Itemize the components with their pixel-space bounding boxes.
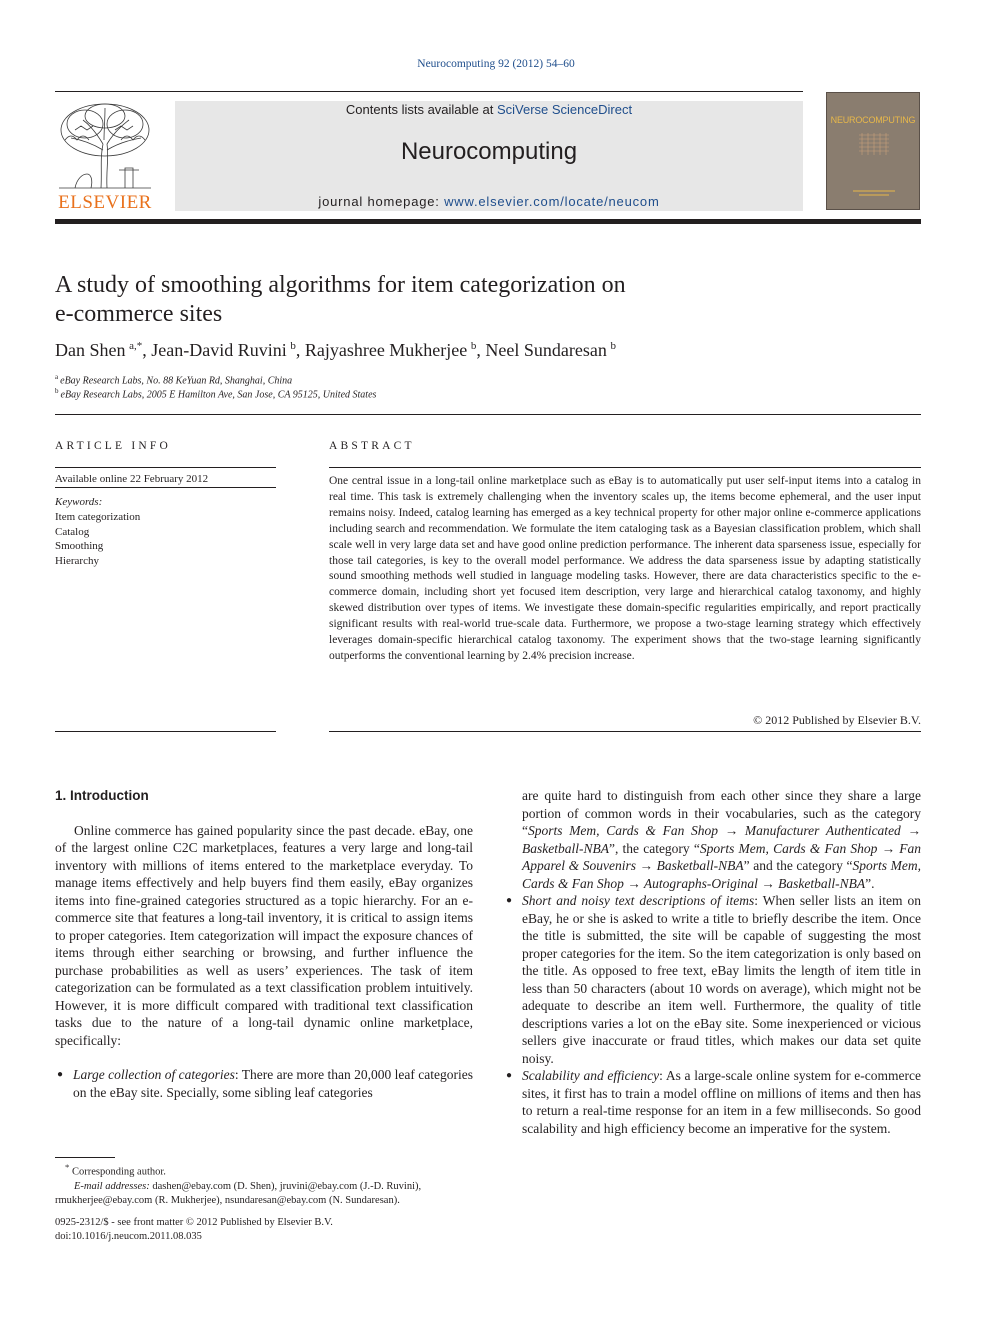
email-label: E-mail addresses:: [74, 1180, 150, 1192]
email-list-1[interactable]: dashen@ebay.com (D. Shen), jruvini@ebay.com (J.-D. Ruvini),: [149, 1180, 422, 1192]
keyword-list: [55, 510, 140, 568]
bullet-text: : As a large-scale online system for e-commerce sites, it first has to train a model offline on millions of items and then has to return a real-time response for an item in a few milliseconds. So good scalability and high efficiency become an imperative for the system.: [522, 1068, 921, 1136]
title-block-rule: [55, 414, 921, 415]
article-info-bottom-rule: [55, 731, 276, 732]
bullet-title: Large collection of categories: [73, 1067, 235, 1082]
author-separator: ,: [295, 340, 305, 360]
author-separator: ,: [476, 340, 486, 360]
header-top-rule: [55, 91, 803, 92]
corresponding-text: Corresponding author.: [69, 1166, 166, 1178]
bullet-scalability: [504, 1067, 921, 1137]
journal-name: Neurocomputing: [400, 138, 578, 165]
text-run: ” and the category “: [743, 858, 853, 873]
bullet-text: : When seller lists an item on eBay, he or she is asked to write a title to briefly describe the item. Once the title is submitted, the site will be capable of suggesting the most proper categories for the item. So the item categorization is only based on the title. As opposed to free text, eBay limits the length of item title in less than 50 characters (about 10 words on average), which might not be adequate to describe an item well. Furthermore, the quality of title descriptions varies a lot on the eBay site. Some inexperienced or vicious sellers give inaccurate or fraud titles, which makes our data set quite noisy.: [522, 893, 921, 1066]
tree-logo-icon: [55, 100, 155, 192]
author-name[interactable]: Neel Sundaresan: [485, 340, 607, 360]
abstract-copyright: © 2012 Published by Elsevier B.V.: [753, 713, 921, 727]
keyword: Catalog: [55, 525, 90, 538]
affiliation-a: [55, 373, 292, 386]
title-line-2: e-commerce sites: [55, 301, 223, 327]
title-line-1: A study of smoothing algorithms for item categorization on: [55, 272, 626, 298]
affiliation-mark: a: [55, 373, 59, 381]
author-name[interactable]: Rajyashree Mukherjee: [304, 340, 468, 360]
bullet-large-collection: [55, 1066, 473, 1101]
author-name[interactable]: Dan Shen: [55, 340, 126, 360]
sciencedirect-link[interactable]: SciVerse ScienceDirect: [496, 102, 633, 117]
header-thick-rule: [55, 219, 921, 224]
elsevier-wordmark: ELSEVIER: [58, 192, 152, 213]
journal-cover-thumbnail: [826, 92, 920, 210]
author-affil-mark[interactable]: b: [470, 340, 477, 352]
text-run: are quite hard to distinguish from each other since they share a large portion of common words in their vocabularies, such as the category “: [522, 788, 921, 838]
author-list: [55, 340, 921, 361]
body-column-left: [55, 787, 473, 1101]
contents-prefix: Contents lists available at: [345, 102, 497, 117]
bullet-title: Short and noisy text descriptions of items: [522, 893, 755, 908]
keyword: Hierarchy: [55, 554, 99, 567]
homepage-link[interactable]: www.elsevier.com/locate/neucom: [444, 194, 660, 209]
journal-reference[interactable]: Neurocomputing 92 (2012) 54–60: [417, 58, 575, 70]
author-affil-mark[interactable]: a,*: [129, 340, 143, 352]
bullet-continuation: [504, 787, 921, 892]
author-separator: ,: [142, 340, 152, 360]
text-run: ”, the category “: [608, 840, 700, 856]
keywords-label: Keywords:: [55, 496, 103, 508]
bullet-short-noisy: [504, 892, 921, 1067]
email-addresses-line: [55, 1180, 473, 1194]
contents-line: [175, 102, 803, 117]
doi-link[interactable]: doi:10.1016/j.neucom.2011.08.035: [55, 1231, 202, 1242]
cover-title: NEUROCOMPUTING: [830, 115, 916, 125]
author-affil-mark[interactable]: b: [610, 340, 616, 352]
text-run: ”.: [865, 875, 875, 891]
article-info-rule: [55, 467, 276, 468]
article-info-heading: ARTICLE INFO: [55, 440, 171, 452]
issn-line: 0925-2312/$ - see front matter © 2012 Published by Elsevier B.V.: [55, 1217, 333, 1228]
category-example: Sports Mem, Cards & Fan Shop → Autographs-Original → Basketball-NBA: [522, 858, 921, 891]
intro-paragraph: Online commerce has gained popularity since the past decade. eBay, one of the largest online C2C marketplaces, features a very large and long-tail inventory with millions of items entered to the marketplace everyday. To manage items effectively and help buyers find them easily, eBay organizes items into fine-grained categories structured as a topic hierarchy. For an e-commerce site that features a long-tail inventory, it is critical to assign items to proper categories. Item categorization will impact the exposure chances of items through either searching or browsing, and further influence the purchase probabilities as well as users’ experiences. The task of item categorization can be formulated as a text classification problem intuitively. However, it is more difficult compared with traditional text classification tasks due to the nature of a long-tail dynamic online marketplace, specifically:: [55, 822, 473, 1048]
abstract-heading: ABSTRACT: [329, 440, 415, 452]
abstract-text: One central issue in a long-tail online marketplace such as eBay is to automatically put user self-input items into a catalog in real time. This task is extremely challenging when the inventory scales up, the items become ephemeral, and the user input remains noisy. Indeed, catalog learning has emerged as a key technical property for other major online e-commerce applications including search and recommendation. We formulate the item cataloging task as a Bayesian classification problem, which shall scale well in very large data set and have good online prediction performance. The inherent data sparseness issue, especially for those tail categories, is key to the overall model performance. We address the data sparseness issue by adapting statistically sound smoothing methods well studied in language modeling tasks. However, there are data characteristics specific to the e-commerce domain, including short yet focused item description, very large and hierarchical catalog taxonomy, and highly skewed distribution over types of items. We investigate these domain-specific regularities empirically, and report practically significant results with real-world true-scale data. Furthermore, we propose a two-stage learning strategy which effectively leverages domain-specific hierarchical catalog taxonomy. The experiment shows that the two-stage learning significantly outperforms the conventional learning by 2.4% precision increase.: [329, 475, 921, 662]
affiliation-mark: b: [55, 387, 59, 395]
available-online-date: Available online 22 February 2012: [55, 473, 209, 485]
keyword: Item categorization: [55, 511, 141, 523]
bullet-title: Scalability and efficiency: [522, 1068, 660, 1083]
keyword: Smoothing: [55, 540, 104, 552]
email-list-2[interactable]: rmukherjee@ebay.com (R. Mukherjee), nsundaresan@ebay.com (N. Sundaresan).: [55, 1194, 400, 1206]
category-example: Sports Mem, Cards & Fan Shop → Manufacturer Authenticated → Basketball-NBA: [522, 823, 921, 856]
affiliation-text: eBay Research Labs, No. 88 KeYuan Rd, Shanghai, China: [60, 375, 293, 387]
article-title: [55, 271, 775, 329]
affiliation-b: [55, 387, 376, 400]
author-name[interactable]: Jean-David Ruvini: [151, 340, 287, 360]
bullet-text: : There are more than 20,000 leaf categories on the eBay site. Specially, some sibling leaf categories: [73, 1067, 473, 1100]
cover-editor-lines-icon: [853, 189, 895, 197]
footnote-mark: *: [65, 1162, 70, 1172]
abstract-rule: [329, 467, 921, 468]
affiliation-text: eBay Research Labs, 2005 E Hamilton Ave, San Jose, CA 95125, United States: [60, 389, 377, 401]
author-affil-mark[interactable]: b: [290, 340, 296, 352]
article-info-rule-2: [55, 487, 276, 488]
footnotes: [55, 1160, 473, 1208]
footnote-rule: [55, 1157, 115, 1158]
homepage-prefix: journal homepage:: [318, 194, 445, 209]
journal-homepage-line: [175, 194, 803, 209]
section-heading-introduction: 1. Introduction: [55, 788, 149, 803]
corresponding-author-note: [55, 1160, 473, 1180]
category-example: Sports Mem, Cards & Fan Shop → Fan Apparel & Souvenirs → Basketball-NBA: [522, 840, 922, 873]
cover-graphic-icon: [859, 133, 889, 155]
body-column-right: [504, 787, 921, 1137]
abstract-bottom-rule: [329, 731, 921, 732]
